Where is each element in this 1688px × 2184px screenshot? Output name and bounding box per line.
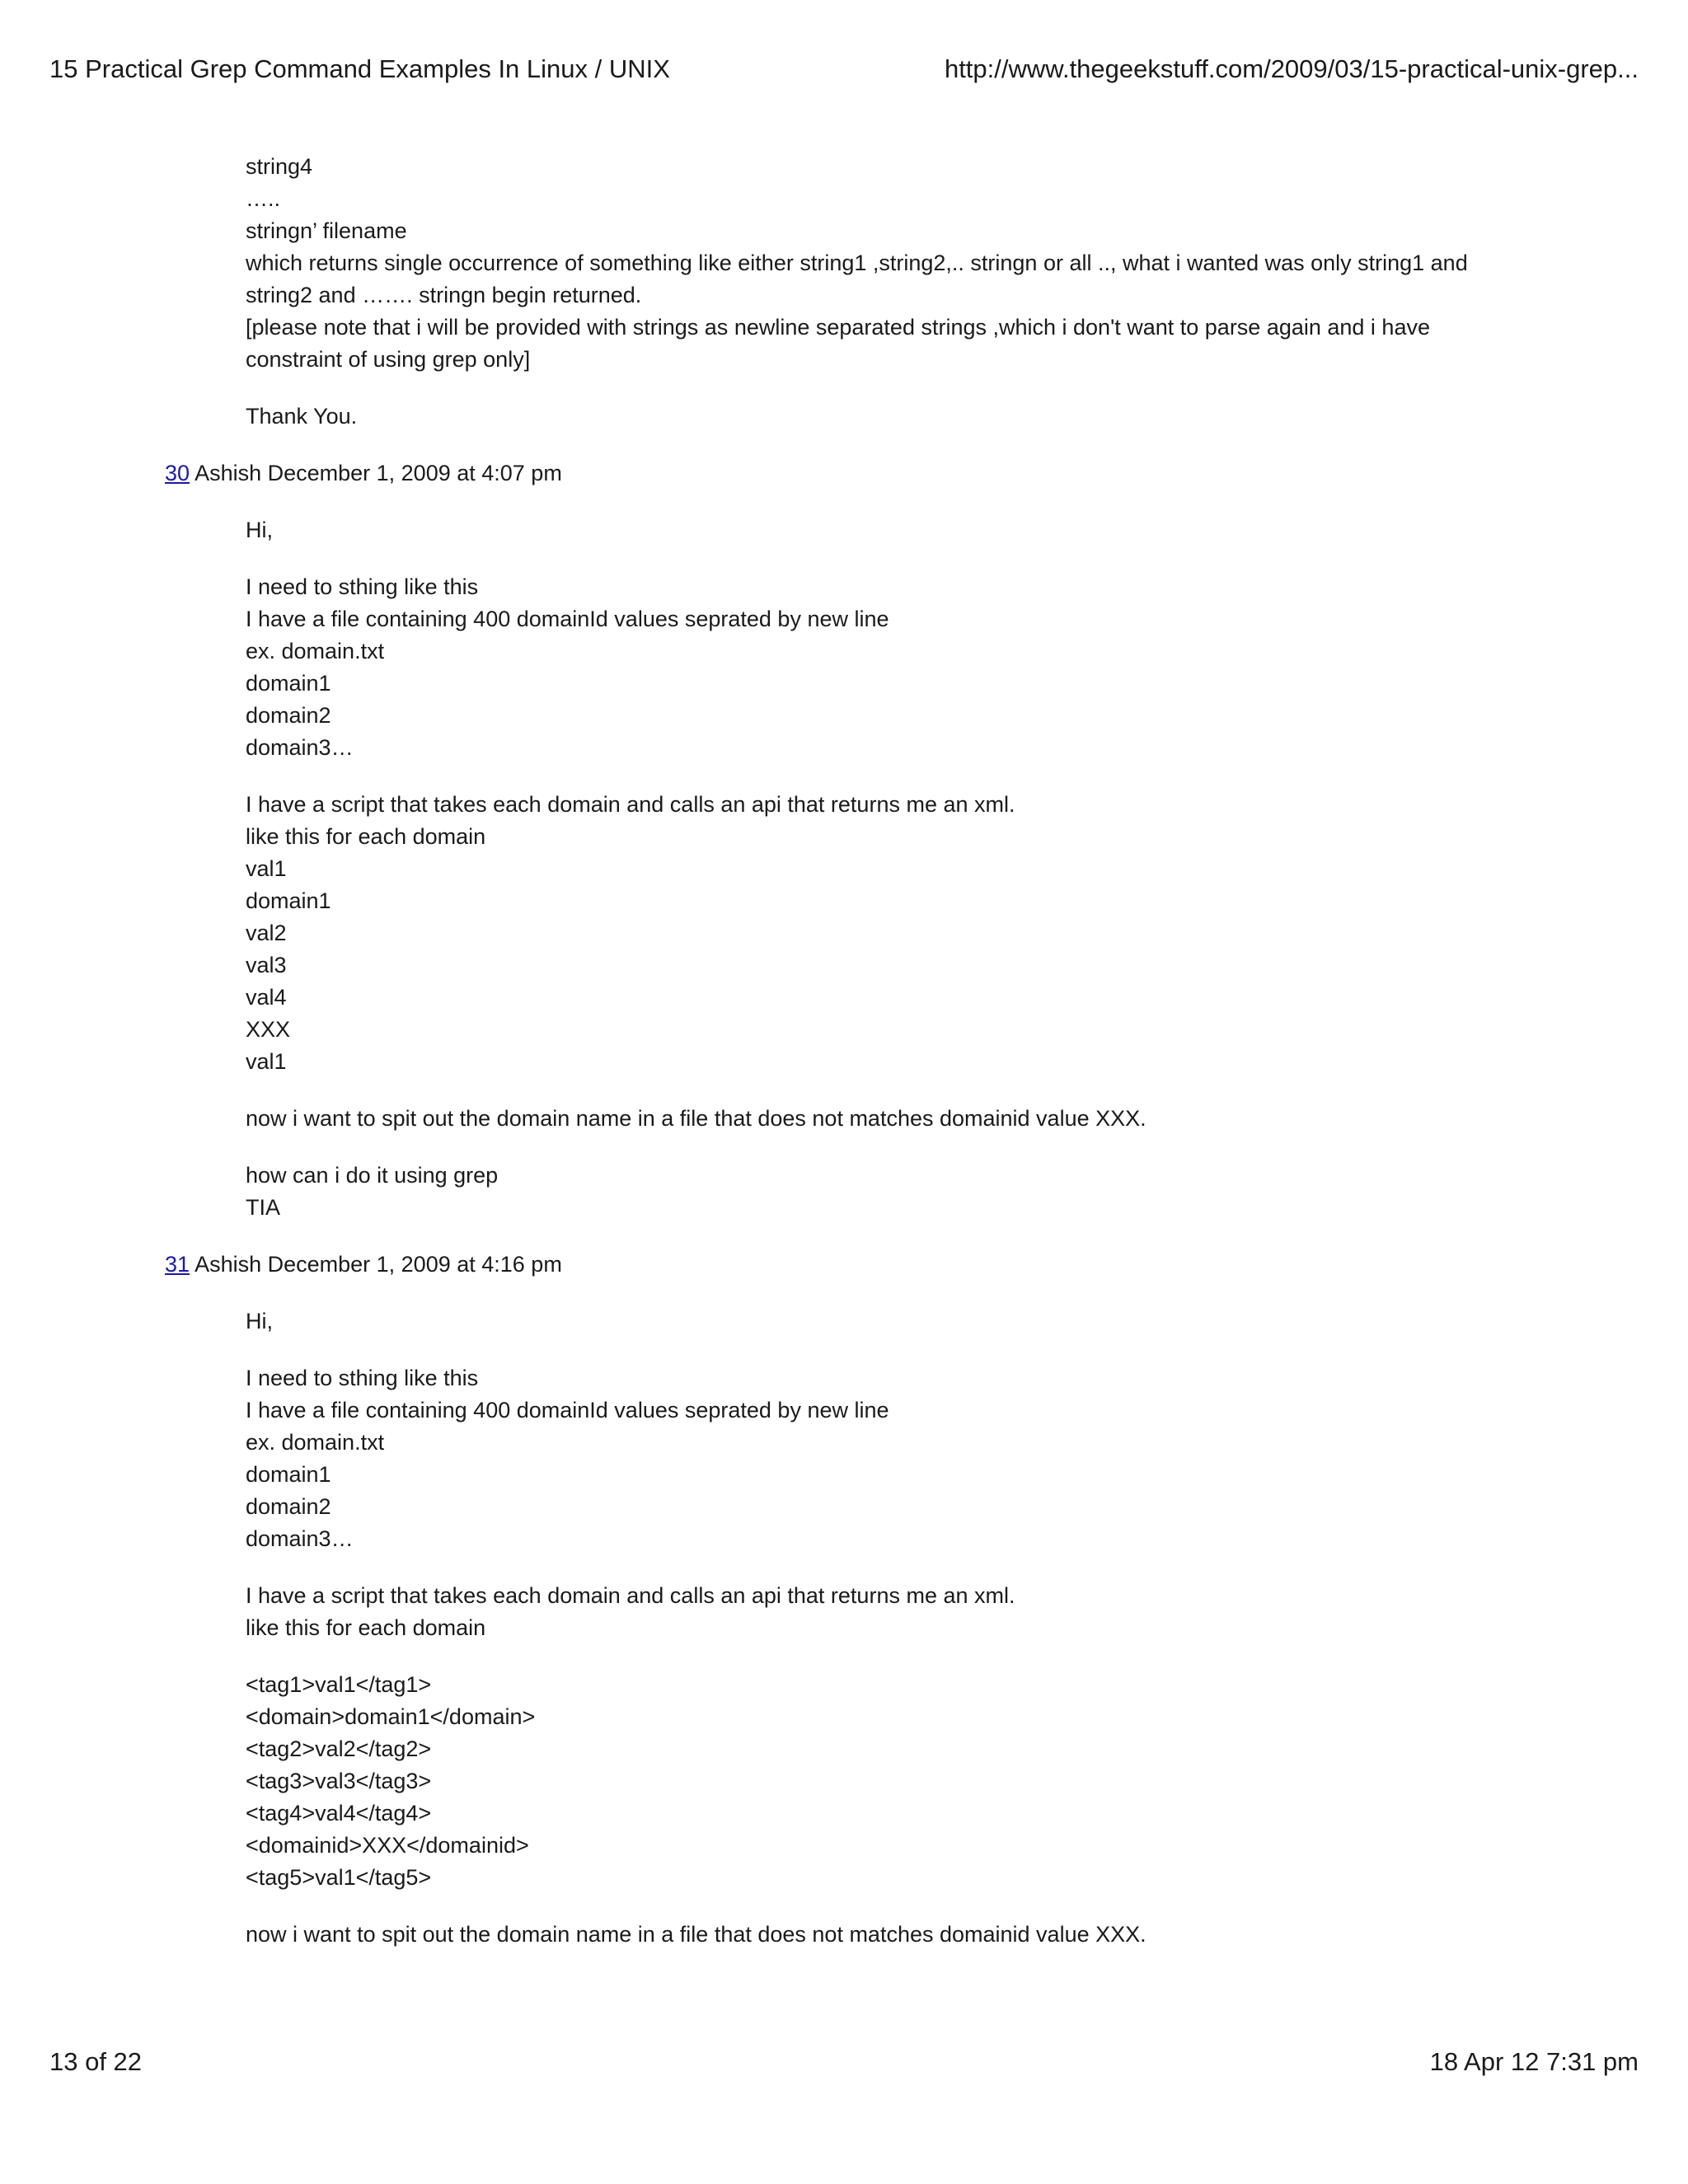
- comment-number-link[interactable]: 30: [165, 461, 190, 485]
- comments-content: [0, 151, 1688, 1975]
- page-footer: [49, 2046, 1639, 2079]
- text-line: ex. domain.txt: [246, 1430, 385, 1455]
- comment-paragraph: [246, 789, 1498, 1078]
- text-line: domain3…: [246, 1526, 354, 1551]
- print-datetime: 18 Apr 12 7:31 pm: [1429, 2047, 1639, 2076]
- text-line: domain1: [246, 671, 331, 696]
- comment-author-date: Ashish December 1, 2009 at 4:07 pm: [195, 461, 562, 485]
- text-line: XXX: [246, 1017, 291, 1042]
- text-line: val1: [246, 1049, 287, 1074]
- text-line: domain2: [246, 703, 331, 728]
- text-line: domain1: [246, 888, 331, 913]
- text-line: <tag2>val2</tag2>: [246, 1736, 432, 1761]
- comment-paragraph: [246, 514, 1498, 546]
- text-line: <tag3>val3</tag3>: [246, 1769, 432, 1793]
- text-line: <tag4>val4</tag4>: [246, 1801, 432, 1825]
- comment-paragraph: [246, 1305, 1498, 1338]
- text-line: [please note that i will be provided with strings as newline separated strings ,which i don't want to parse again and i have constraint of using grep only]: [246, 315, 1430, 372]
- text-line: I have a script that takes each domain and calls an api that returns me an xml.: [246, 1583, 1015, 1608]
- comment-paragraph: [246, 1362, 1498, 1555]
- comment-header: [165, 1249, 1688, 1281]
- text-line: <tag1>val1</tag1>: [246, 1672, 432, 1697]
- text-line: <domain>domain1</domain>: [246, 1704, 536, 1729]
- comment-paragraph: [246, 401, 1498, 433]
- text-line: domain3…: [246, 735, 354, 760]
- comment-paragraph: [246, 1580, 1498, 1644]
- comment-header: [165, 457, 1688, 490]
- text-line: stringn’ filename: [246, 218, 407, 243]
- page-header: [49, 53, 1639, 86]
- text-line: TIA: [246, 1195, 281, 1220]
- comment-number-link[interactable]: 31: [165, 1252, 190, 1277]
- comment-paragraph: [246, 1919, 1498, 1951]
- text-line: I have a file containing 400 domainId values seprated by new line: [246, 607, 889, 631]
- text-line: <tag5>val1</tag5>: [246, 1865, 432, 1890]
- text-line: I have a script that takes each domain and calls an api that returns me an xml.: [246, 792, 1015, 817]
- page-url: http://www.thegeekstuff.com/2009/03/15-practical-unix-grep...: [944, 54, 1639, 83]
- text-line: I need to sthing like this: [246, 574, 479, 599]
- comment-paragraph: [246, 151, 1498, 376]
- text-line: now i want to spit out the domain name in a file that does not matches domainid value XXX.: [246, 1106, 1146, 1131]
- text-line: val3: [246, 953, 287, 977]
- text-line: Thank You.: [246, 404, 358, 429]
- comment-paragraph: [246, 571, 1498, 764]
- text-line: now i want to spit out the domain name in a file that does not matches domainid value XXX.: [246, 1922, 1146, 1947]
- comment-paragraph: [246, 1160, 1498, 1224]
- comment-paragraph: [246, 1669, 1498, 1894]
- text-line: val4: [246, 985, 287, 1010]
- text-line: Hi,: [246, 1309, 273, 1333]
- text-line: domain2: [246, 1494, 331, 1519]
- text-line: string4: [246, 154, 313, 179]
- comment-paragraph: [246, 1103, 1498, 1135]
- text-line: I have a file containing 400 domainId values seprated by new line: [246, 1398, 889, 1422]
- text-line: which returns single occurrence of something like either string1 ,string2,.. stringn or all .., what i wanted was only string1 and string2 and ……. stringn begin returned.: [246, 251, 1468, 307]
- text-line: how can i do it using grep: [246, 1163, 499, 1188]
- text-line: domain1: [246, 1462, 331, 1487]
- text-line: ex. domain.txt: [246, 639, 385, 663]
- text-line: val2: [246, 921, 287, 945]
- text-line: Hi,: [246, 518, 273, 542]
- text-line: <domainid>XXX</domainid>: [246, 1833, 529, 1858]
- text-line: I need to sthing like this: [246, 1366, 479, 1390]
- comment-author-date: Ashish December 1, 2009 at 4:16 pm: [195, 1252, 562, 1277]
- text-line: like this for each domain: [246, 824, 486, 849]
- page-title: 15 Practical Grep Command Examples In Linux / UNIX: [49, 54, 670, 83]
- text-line: val1: [246, 856, 287, 881]
- page-number: 13 of 22: [49, 2047, 143, 2076]
- text-line: …..: [246, 186, 281, 211]
- text-line: like this for each domain: [246, 1615, 486, 1640]
